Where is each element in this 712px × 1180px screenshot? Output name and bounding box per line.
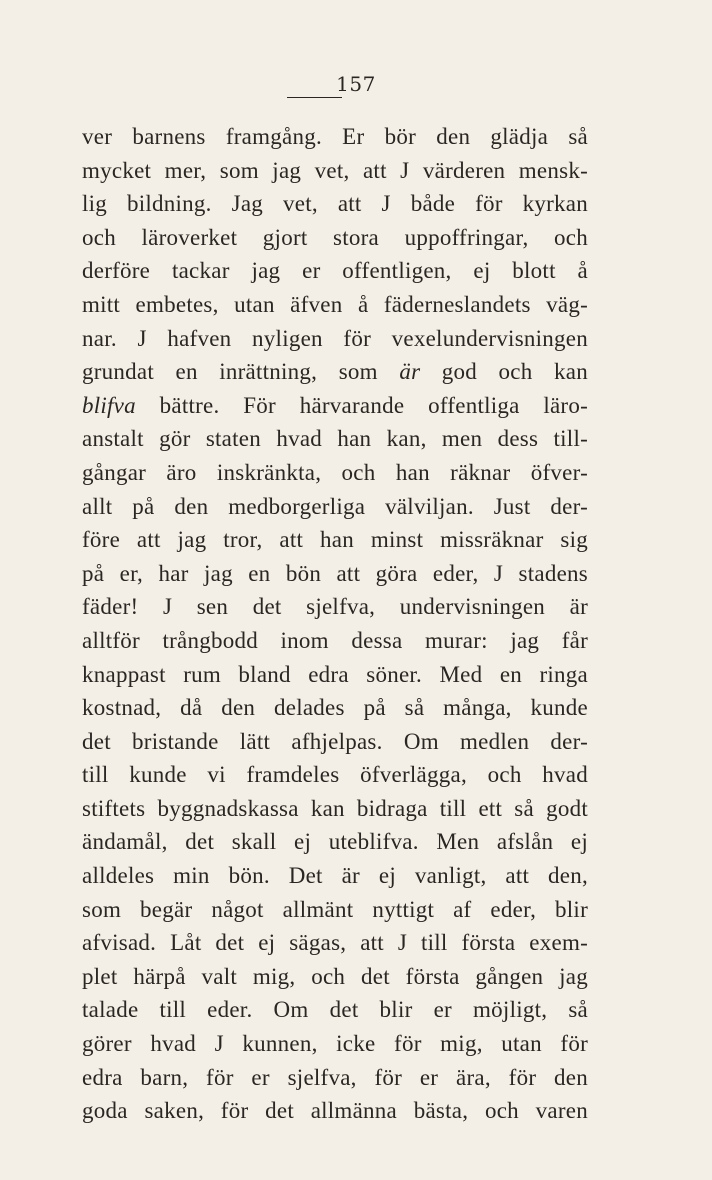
text-line xyxy=(82,960,588,994)
text-segment: fäder! J sen det sjelfva, undervisningen är xyxy=(82,594,588,620)
text-line xyxy=(82,456,588,490)
text-line xyxy=(82,490,588,524)
text-segment: mitt embetes, utan äfven å fäderneslandets väg- xyxy=(82,291,588,317)
text-segment: stiftets byggnadskassa kan bidraga till ett så godt xyxy=(82,795,588,821)
text-segment: före att jag tror, att han minst missräknar sig xyxy=(82,527,588,553)
text-segment: goda saken, för det allmänna bästa, och varen xyxy=(82,1098,588,1124)
italic-text-segment: blifva xyxy=(82,392,136,418)
text-segment: alltför trångbodd inom dessa murar: jag får xyxy=(82,627,588,653)
text-line xyxy=(82,1061,588,1095)
text-line xyxy=(82,389,588,423)
text-line xyxy=(82,1094,588,1128)
text-line xyxy=(82,725,588,759)
text-segment: mycket mer, som jag vet, att J värderen mensk- xyxy=(82,157,588,183)
text-segment: grundat en inrättning, som xyxy=(82,359,400,385)
text-line xyxy=(82,523,588,557)
text-line xyxy=(82,859,588,893)
text-line xyxy=(82,322,588,356)
text-line xyxy=(82,624,588,658)
text-segment: ver barnens framgång. Er bör den glädja så xyxy=(82,124,588,149)
text-line xyxy=(82,758,588,792)
text-line xyxy=(82,422,588,456)
text-line xyxy=(82,893,588,927)
text-line xyxy=(82,288,588,322)
text-line xyxy=(82,1027,588,1061)
text-segment: ändamål, det skall ej uteblifva. Men afslån ej xyxy=(82,829,588,855)
text-line xyxy=(82,254,588,288)
text-segment: lig bildning. Jag vet, att J både för kyrkan xyxy=(82,191,588,217)
text-segment: till kunde vi framdeles öfverlägga, och hvad xyxy=(82,762,588,788)
text-segment: talade till eder. Om det blir er möjligt, så xyxy=(82,997,588,1023)
page-number-rule xyxy=(287,97,342,98)
page-number: 157 xyxy=(336,72,376,96)
text-line xyxy=(82,926,588,960)
text-segment: god och kan xyxy=(420,359,588,385)
text-line xyxy=(82,557,588,591)
text-segment: det bristande lätt afhjelpas. Om medlen der- xyxy=(82,728,588,754)
text-segment: anstalt gör staten hvad han kan, men dess till- xyxy=(82,426,588,452)
text-line xyxy=(82,590,588,624)
text-segment: på er, har jag en bön att göra eder, J stadens xyxy=(82,560,588,586)
text-segment: allt på den medborgerliga välviljan. Just der- xyxy=(82,493,588,519)
body-text xyxy=(82,120,588,1128)
text-line xyxy=(82,154,588,188)
text-line xyxy=(82,691,588,725)
text-segment: och läroverket gjort stora uppoffringar, och xyxy=(82,224,588,250)
text-line xyxy=(82,792,588,826)
text-segment: gångar äro inskränkta, och han räknar öfver- xyxy=(82,459,588,485)
text-segment: bättre. För härvarande offentliga läro- xyxy=(135,392,588,418)
text-segment: nar. J hafven nyligen för vexelundervisningen xyxy=(82,325,588,351)
text-segment: derföre tackar jag er offentligen, ej blott å xyxy=(82,258,588,284)
text-line xyxy=(82,825,588,859)
text-line xyxy=(82,355,588,389)
text-line xyxy=(82,658,588,692)
text-segment: alldeles min bön. Det är ej vanligt, att den, xyxy=(82,863,588,889)
text-line xyxy=(82,221,588,255)
text-segment: plet härpå valt mig, och det första gången jag xyxy=(82,963,588,989)
text-line xyxy=(82,187,588,221)
italic-text-segment: är xyxy=(399,359,421,385)
text-segment: afvisad. Låt det ej sägas, att J till första exem- xyxy=(82,930,588,956)
text-segment: edra barn, för er sjelfva, för er ära, för den xyxy=(82,1064,588,1090)
text-line xyxy=(82,120,588,154)
text-segment: görer hvad J kunnen, icke för mig, utan för xyxy=(82,1031,588,1057)
text-segment: kostnad, då den delades på så många, kunde xyxy=(82,695,588,721)
text-segment: som begär något allmänt nyttigt af eder, blir xyxy=(82,896,588,922)
text-segment: knappast rum bland edra söner. Med en ringa xyxy=(82,661,588,687)
text-line xyxy=(82,993,588,1027)
